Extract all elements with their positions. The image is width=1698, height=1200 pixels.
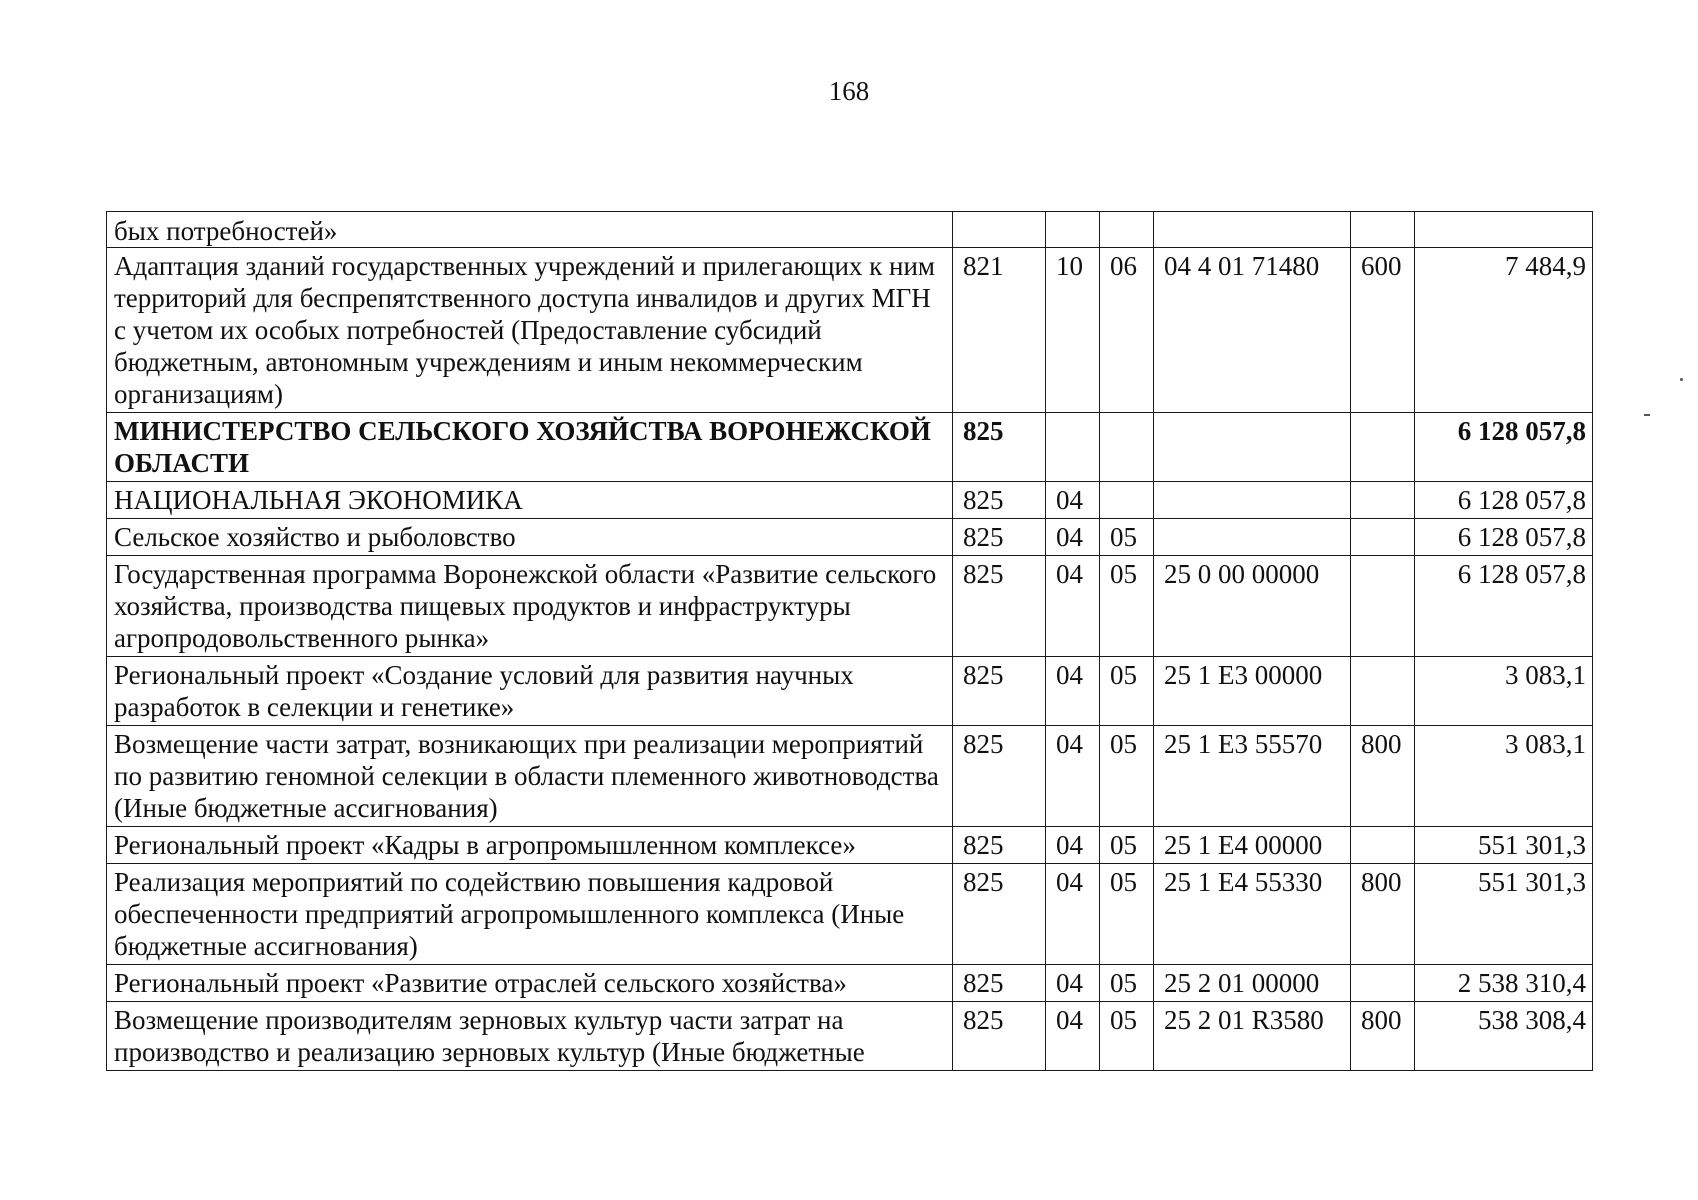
amount: 6 128 057,8: [1415, 413, 1593, 482]
grbs-code: [953, 212, 1046, 248]
amount: 6 128 057,8: [1415, 556, 1593, 657]
grbs-code: 825: [953, 1002, 1046, 1071]
amount: 6 128 057,8: [1415, 482, 1593, 519]
table-row: [107, 556, 1593, 657]
expense-type-code: [1351, 212, 1415, 248]
target-article-code: 04 4 01 71480: [1154, 248, 1351, 413]
target-article-code: 25 1 E4 00000: [1154, 827, 1351, 864]
expense-type-code: [1351, 827, 1415, 864]
amount: [1415, 212, 1593, 248]
section-code: 04: [1046, 827, 1100, 864]
subsection-code: 05: [1100, 657, 1154, 726]
row-name: Адаптация зданий государственных учреждений и прилегающих к ним территорий для беспрепятственного доступа инвалидов и других МГН с учетом их особых потребностей (Предоставление субсидий бюджетным, автономным учреждениям и иным некоммерческим организациям): [107, 248, 953, 413]
target-article-code: 25 1 E4 55330: [1154, 864, 1351, 965]
grbs-code: 825: [953, 864, 1046, 965]
row-name: Возмещение производителям зерновых культур части затрат на производство и реализацию зерновых культур (Иные бюджетные: [107, 1002, 953, 1071]
amount: 551 301,3: [1415, 827, 1593, 864]
table-row: [107, 965, 1593, 1002]
subsection-code: 06: [1100, 248, 1154, 413]
target-article-code: [1154, 212, 1351, 248]
table-row: [107, 726, 1593, 827]
expense-type-code: 600: [1351, 248, 1415, 413]
amount: 2 538 310,4: [1415, 965, 1593, 1002]
grbs-code: 825: [953, 519, 1046, 556]
section-code: 04: [1046, 482, 1100, 519]
grbs-code: 821: [953, 248, 1046, 413]
table-row: [107, 212, 1593, 248]
amount: 3 083,1: [1415, 726, 1593, 827]
budget-table: [106, 211, 1593, 1071]
row-name: НАЦИОНАЛЬНАЯ ЭКОНОМИКА: [107, 482, 953, 519]
expense-type-code: 800: [1351, 864, 1415, 965]
amount: 6 128 057,8: [1415, 519, 1593, 556]
grbs-code: 825: [953, 827, 1046, 864]
section-code: 04: [1046, 657, 1100, 726]
grbs-code: 825: [953, 965, 1046, 1002]
row-name: Региональный проект «Кадры в агропромышленном комплексе»: [107, 827, 953, 864]
amount: 551 301,3: [1415, 864, 1593, 965]
subsection-code: 05: [1100, 827, 1154, 864]
subsection-code: [1100, 413, 1154, 482]
target-article-code: [1154, 519, 1351, 556]
target-article-code: 25 1 E3 00000: [1154, 657, 1351, 726]
row-name: бых потребностей»: [107, 212, 953, 248]
section-code: 04: [1046, 556, 1100, 657]
expense-type-code: [1351, 657, 1415, 726]
table-row: [107, 864, 1593, 965]
grbs-code: 825: [953, 657, 1046, 726]
grbs-code: 825: [953, 482, 1046, 519]
expense-type-code: [1351, 413, 1415, 482]
table-row: [107, 519, 1593, 556]
amount: 538 308,4: [1415, 1002, 1593, 1071]
grbs-code: 825: [953, 726, 1046, 827]
subsection-code: 05: [1100, 726, 1154, 827]
target-article-code: [1154, 482, 1351, 519]
expense-type-code: 800: [1351, 726, 1415, 827]
row-name: Региональный проект «Развитие отраслей сельского хозяйства»: [107, 965, 953, 1002]
amount: 7 484,9: [1415, 248, 1593, 413]
expense-type-code: 800: [1351, 1002, 1415, 1071]
section-code: 04: [1046, 1002, 1100, 1071]
target-article-code: [1154, 413, 1351, 482]
section-code: 10: [1046, 248, 1100, 413]
table-row: [107, 482, 1593, 519]
target-article-code: 25 2 01 00000: [1154, 965, 1351, 1002]
amount: 3 083,1: [1415, 657, 1593, 726]
scan-speck: [1680, 378, 1683, 381]
subsection-code: 05: [1100, 519, 1154, 556]
grbs-code: 825: [953, 413, 1046, 482]
table-row: [107, 413, 1593, 482]
page-number: 168: [828, 76, 870, 106]
section-code: 04: [1046, 864, 1100, 965]
expense-type-code: [1351, 556, 1415, 657]
subsection-code: [1100, 212, 1154, 248]
table-row: [107, 827, 1593, 864]
table-row: [107, 657, 1593, 726]
subsection-code: 05: [1100, 1002, 1154, 1071]
target-article-code: 25 0 00 00000: [1154, 556, 1351, 657]
row-name: Региональный проект «Создание условий для развития научных разработок в селекции и генетике»: [107, 657, 953, 726]
target-article-code: 25 2 01 R3580: [1154, 1002, 1351, 1071]
row-name: Реализация мероприятий по содействию повышения кадровой обеспеченности предприятий агропромышленного комплекса (Иные бюджетные ассигнования): [107, 864, 953, 965]
subsection-code: [1100, 482, 1154, 519]
row-name: Возмещение части затрат, возникающих при реализации мероприятий по развитию геномной селекции в области племенного животноводства (Иные бюджетные ассигнования): [107, 726, 953, 827]
scan-speck: [1644, 414, 1650, 416]
section-code: [1046, 212, 1100, 248]
expense-type-code: [1351, 519, 1415, 556]
row-name: Сельское хозяйство и рыболовство: [107, 519, 953, 556]
section-code: 04: [1046, 965, 1100, 1002]
subsection-code: 05: [1100, 864, 1154, 965]
expense-type-code: [1351, 965, 1415, 1002]
section-code: [1046, 413, 1100, 482]
target-article-code: 25 1 E3 55570: [1154, 726, 1351, 827]
table-row: [107, 248, 1593, 413]
section-code: 04: [1046, 519, 1100, 556]
section-code: 04: [1046, 726, 1100, 827]
expense-type-code: [1351, 482, 1415, 519]
table-row: [107, 1002, 1593, 1071]
row-name: Государственная программа Воронежской области «Развитие сельского хозяйства, производства пищевых продуктов и инфраструктуры агропродовольственного рынка»: [107, 556, 953, 657]
subsection-code: 05: [1100, 965, 1154, 1002]
subsection-code: 05: [1100, 556, 1154, 657]
grbs-code: 825: [953, 556, 1046, 657]
row-name: МИНИСТЕРСТВО СЕЛЬСКОГО ХОЗЯЙСТВА ВОРОНЕЖСКОЙ ОБЛАСТИ: [107, 413, 953, 482]
